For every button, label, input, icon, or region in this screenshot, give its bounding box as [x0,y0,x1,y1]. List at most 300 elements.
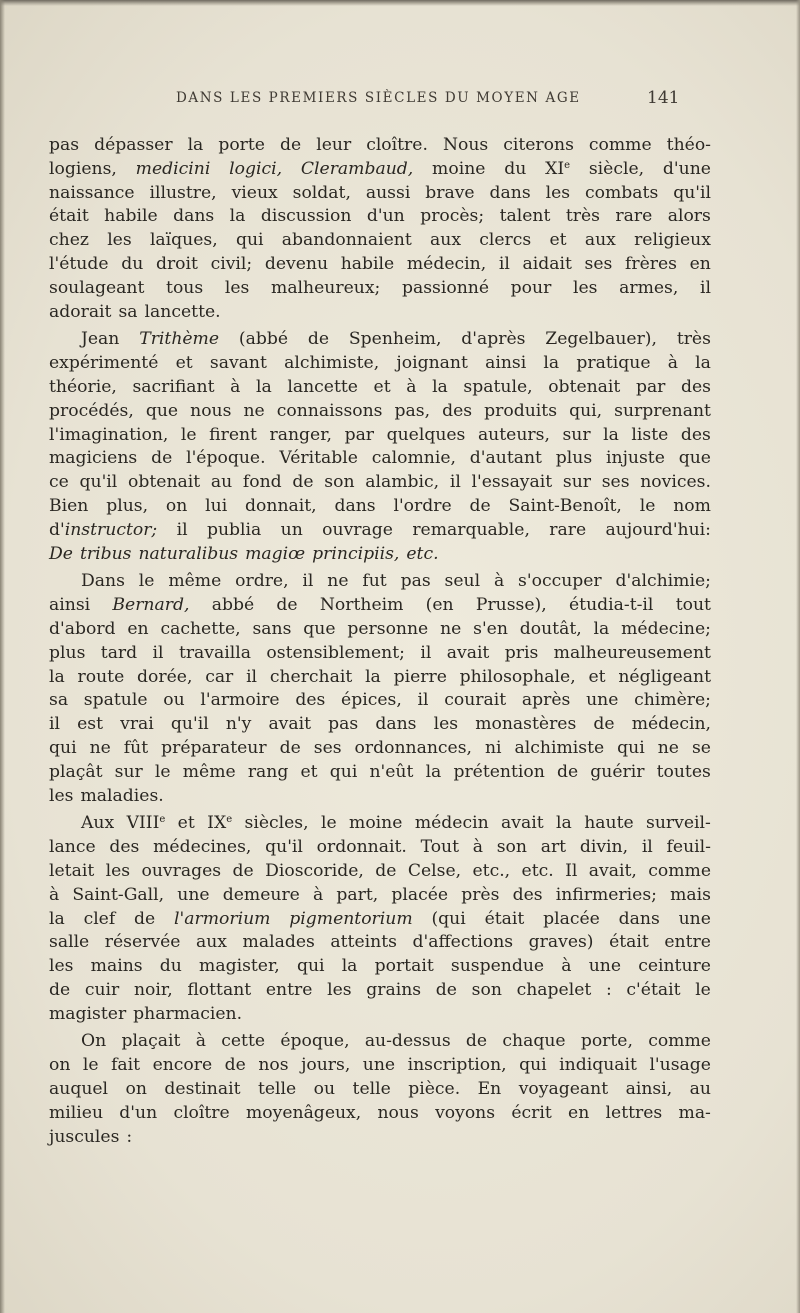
word: illustre, [149,182,217,203]
word: civil; [210,253,253,274]
word-group [281,519,303,543]
word: chaque [502,1031,566,1052]
word: de [375,860,397,881]
word-group [426,594,454,618]
word: alors [667,206,711,227]
word: ne [440,618,462,639]
word: ranger, [269,424,333,445]
word: philosophale, [459,666,576,687]
word: tard [100,642,138,663]
word-group [139,328,219,352]
word: cloître [173,1102,230,1123]
word: De [49,543,73,564]
word: pas [400,571,431,592]
word-group [134,908,155,932]
paragraph-3 [49,570,711,808]
word: aux [584,230,616,251]
word: il [449,472,461,493]
word-group [320,594,404,618]
word: sans [252,618,292,639]
paragraph-1 [49,134,711,324]
word: pas [49,135,80,155]
superscript: e [564,159,571,171]
word: plaçât [49,761,103,782]
word: vieux [231,182,278,203]
word: médecines, [153,837,252,858]
word-group [177,519,188,543]
text-line [49,1126,711,1150]
word: à [493,571,505,592]
word: courait [444,690,507,711]
word-group [49,519,157,543]
word: pas [328,714,359,735]
word: talent [499,206,551,227]
text-line [49,884,711,908]
word: cette [221,1031,266,1052]
text-line [49,785,711,809]
word: époque, [280,1031,350,1052]
word: spatule [83,690,148,711]
word: et [588,666,606,687]
word: se [691,737,711,758]
word: des [680,424,711,445]
text-line [49,158,711,182]
word: à [561,956,572,977]
word: ne [243,400,265,421]
word: il [417,690,429,711]
word: des [109,837,140,858]
word: il [49,714,60,735]
italic-term: Clerambaud, [300,158,414,179]
text-span: (qui [431,908,466,929]
text-span: siècle, [588,158,645,179]
text-span: tout [675,595,711,616]
word: On [81,1031,107,1052]
superscript: e [159,814,166,826]
word: malades [242,932,315,953]
italic-term: logici, [229,158,283,179]
word: de [465,1031,488,1052]
word-group [178,812,195,836]
word: l'imagination, [49,424,169,445]
text-span: très [676,329,711,350]
word: ses [601,472,630,493]
word: très [565,206,600,227]
word: monastères [475,714,577,735]
word: prétention [453,761,545,782]
word-group [49,158,117,182]
text-span: une [678,908,711,929]
text-span: publia [206,519,262,540]
text-line [49,277,711,301]
word: avait [446,642,490,663]
word: son [324,472,355,493]
word: mais [670,884,711,905]
word: de [224,1055,246,1076]
word-group [606,519,711,543]
word-group [321,812,337,836]
word: soulageant [49,277,145,298]
word: plaçait [121,1031,181,1052]
word: ceinture [638,956,711,977]
word: citerons [503,135,574,155]
word: Saint-Benoît, [508,495,622,516]
text-line [49,737,711,761]
word: les [545,182,571,203]
word: l'ordre [393,495,452,516]
text-span: surveil- [646,813,711,834]
word: en [568,1102,590,1123]
word: pièce. [408,1079,461,1100]
text-span: ainsi [49,595,91,616]
text-span: Prusse), [475,595,547,616]
word-group [49,594,90,618]
word: savant [209,353,267,374]
word: portait [374,956,434,977]
word: magister, [199,956,280,977]
text-span: Spenheim, [348,329,442,350]
word: etc. [406,543,439,564]
word: et [175,353,193,374]
text-line [49,134,711,158]
word: telle [257,1079,297,1100]
word: c'était [626,979,681,1000]
word-group [322,519,393,543]
word: doutât, [519,618,582,639]
word: alchimiste [514,737,605,758]
page-left-edge-shadow [0,0,5,1313]
word: réservée [104,932,181,953]
text-line [49,471,711,495]
word: le [154,761,171,782]
word: magister [49,1003,127,1024]
word: s'occuper [518,571,602,592]
text-line [49,1054,711,1078]
word: qui, [569,400,603,421]
word: à [667,353,678,374]
word: du [159,956,182,977]
word: que [678,448,711,469]
word: il [498,253,510,274]
word: préparateur [161,737,267,758]
word: aux [195,932,227,953]
word: malheureux; [271,277,381,298]
word: soldat, [292,182,351,203]
word: il [302,571,314,592]
word: les [224,277,250,298]
word: feuil- [666,837,711,858]
word: dans [489,182,531,203]
word-group [308,328,329,352]
word: ainsi [485,353,527,374]
word-group [589,158,644,182]
roman-numeral: VIII [126,813,160,834]
word: la [432,376,448,397]
word: une [588,956,622,977]
word: après [521,690,571,711]
word: procès; [420,206,485,227]
word: encore [152,1055,213,1076]
word: Tout [420,837,460,858]
text-line [49,400,711,424]
text-line [49,352,711,376]
word: Saint-Gall, [72,884,165,905]
text-span: avait [501,813,544,834]
word: plus [555,448,593,469]
text-span: dans [618,908,660,929]
word: près [461,884,500,905]
italic-name: Bernard, [112,595,190,616]
word: fût [123,737,149,758]
text-span: (en [425,595,454,616]
paragraph-4 [49,812,711,1026]
word: cachette, [160,618,241,639]
word: il [246,666,258,687]
word-group [415,812,489,836]
word: une [586,690,619,711]
word: était [609,932,649,953]
word: etc. [521,860,554,881]
text-span: Northeim [319,595,404,616]
word: grains [366,979,422,1000]
word: les [49,956,74,977]
word: abandonnaient [281,230,412,251]
word-group [207,519,261,543]
text-span: un [280,519,303,540]
word: de [232,860,254,881]
word: l'armoire [200,690,280,711]
word: le [138,571,155,592]
word: discussion [260,206,352,227]
word: Dans [81,571,125,592]
word: qui [617,737,645,758]
word: comme [588,135,652,155]
word: expérimenté [49,353,159,374]
word: magiciens [49,448,138,469]
word: brave [425,182,475,203]
word-group [501,812,544,836]
text-line [49,253,711,277]
word: procédés, [49,400,134,421]
word: de [279,737,301,758]
word-group [549,519,586,543]
word: route [77,666,125,687]
word: au [210,472,233,493]
text-span: de [134,908,156,929]
word: les [107,230,132,251]
word: ses [313,737,342,758]
word: laïques, [149,230,218,251]
word: cloître. [366,135,428,155]
text-span: la [49,908,65,929]
text-span: remarquable, [412,519,530,540]
word: d'affections [412,932,514,953]
word-group [207,812,232,836]
word: la [49,666,65,687]
word: entre [664,932,711,953]
superscript: e [226,814,233,826]
word: de [593,714,615,735]
word: à [230,376,241,397]
italic-term: medicini [135,158,211,179]
text-line [49,301,711,325]
word: est [77,714,104,735]
word-group [81,328,119,352]
text-line [49,205,711,229]
word: principiis, [312,543,400,564]
word: théo- [666,135,711,155]
word: spatule, [463,376,533,397]
word: nous [190,400,232,421]
word-group [349,812,402,836]
word: car [205,666,234,687]
word: la [425,761,442,782]
word: divin, [579,837,629,858]
word-group [677,328,711,352]
paragraph-5 [49,1030,711,1149]
word: ouvrages [141,860,222,881]
word: était [49,206,89,227]
text-span: aujourd'hui: [605,519,711,540]
word: d'un [119,1102,158,1123]
word: porte, [580,1031,633,1052]
word-group [679,908,711,932]
word: fut [362,571,387,592]
word: pierre [393,666,447,687]
word: rare [615,206,653,227]
word: graves) [528,932,594,953]
word: de [280,135,302,155]
text-line [49,979,711,1003]
word: destinait [164,1079,241,1100]
word: son [471,979,502,1000]
word: maladies. [80,785,164,806]
text-span: clef [83,908,116,929]
page-number: 141 [647,88,680,108]
word-group [289,908,412,932]
text-span: Jean [81,329,120,350]
word: devenu [264,253,329,274]
word: droit [155,253,198,274]
word: porte [218,135,265,155]
word: sur [562,472,591,493]
text-span: la [556,813,572,834]
text-span: (abbé [238,329,289,350]
page-right-edge-shadow [796,0,800,1313]
word: plus [49,642,86,663]
word-group [84,908,116,932]
word: des [295,690,326,711]
word: une [177,884,210,905]
word: infirmeries; [555,884,657,905]
text-span: ouvrage [322,519,393,540]
word: ordonnances, [354,737,472,758]
text-line-book-title [49,543,711,567]
word: ostensiblement; [266,642,405,663]
word: voyageant [518,1079,609,1100]
word: la [603,424,619,445]
word: Véritable [279,448,358,469]
word: obtenait [548,376,621,397]
word: ou [163,690,185,711]
word: ses [584,253,613,274]
word: fond [242,472,282,493]
word: de [151,448,173,469]
word-group [136,158,211,182]
text-line [49,713,711,737]
word: la [365,666,381,687]
word-group [485,908,525,932]
word: l'essayait [471,472,553,493]
text-line [49,182,711,206]
word: dans [334,495,376,516]
word: ne [327,571,349,592]
text-line [49,1078,711,1102]
text-span: médecin [414,813,489,834]
word: l'époque. [186,448,266,469]
text-span: d'après [461,329,526,350]
word: la [187,135,204,155]
word: lancette. [144,301,221,322]
text-span: rare [549,519,587,540]
word-group [545,158,570,182]
word: sa [118,301,138,322]
word: aussi [365,182,411,203]
word: placée [391,884,449,905]
word-group [584,812,633,836]
text-line [49,495,711,519]
word: vrai [120,714,154,735]
word: joignant [396,353,468,374]
word: ni [484,737,502,758]
word-group [431,908,465,932]
text-line [49,761,711,785]
word: nom [673,495,711,516]
word: ordre, [235,571,289,592]
text-span: il [176,519,188,540]
word: lui [205,495,228,516]
text-line [49,447,711,471]
word: des [512,884,543,905]
word: que [145,400,179,421]
word-group [619,908,660,932]
text-line [49,376,711,400]
word: sur [562,424,591,445]
text-line [49,594,711,618]
word: à [472,837,483,858]
text-line [49,424,711,448]
word: l'étude [49,253,109,274]
text-line [49,1102,711,1126]
word: Il [565,860,578,881]
word: alchimiste, [284,353,380,374]
word-group [543,908,600,932]
word: personne [347,618,429,639]
word: de [49,979,71,1000]
word: flottant [187,979,252,1000]
word: nos [258,1055,289,1076]
word-group [276,594,297,618]
word: la [341,956,358,977]
word: il [152,642,164,663]
word: firent [209,424,257,445]
word: indiquait [559,1055,637,1076]
word: d'autant [469,448,542,469]
word: des [681,376,711,397]
word: : [126,1126,133,1147]
word: ce [49,472,69,493]
word: rang [247,761,289,782]
